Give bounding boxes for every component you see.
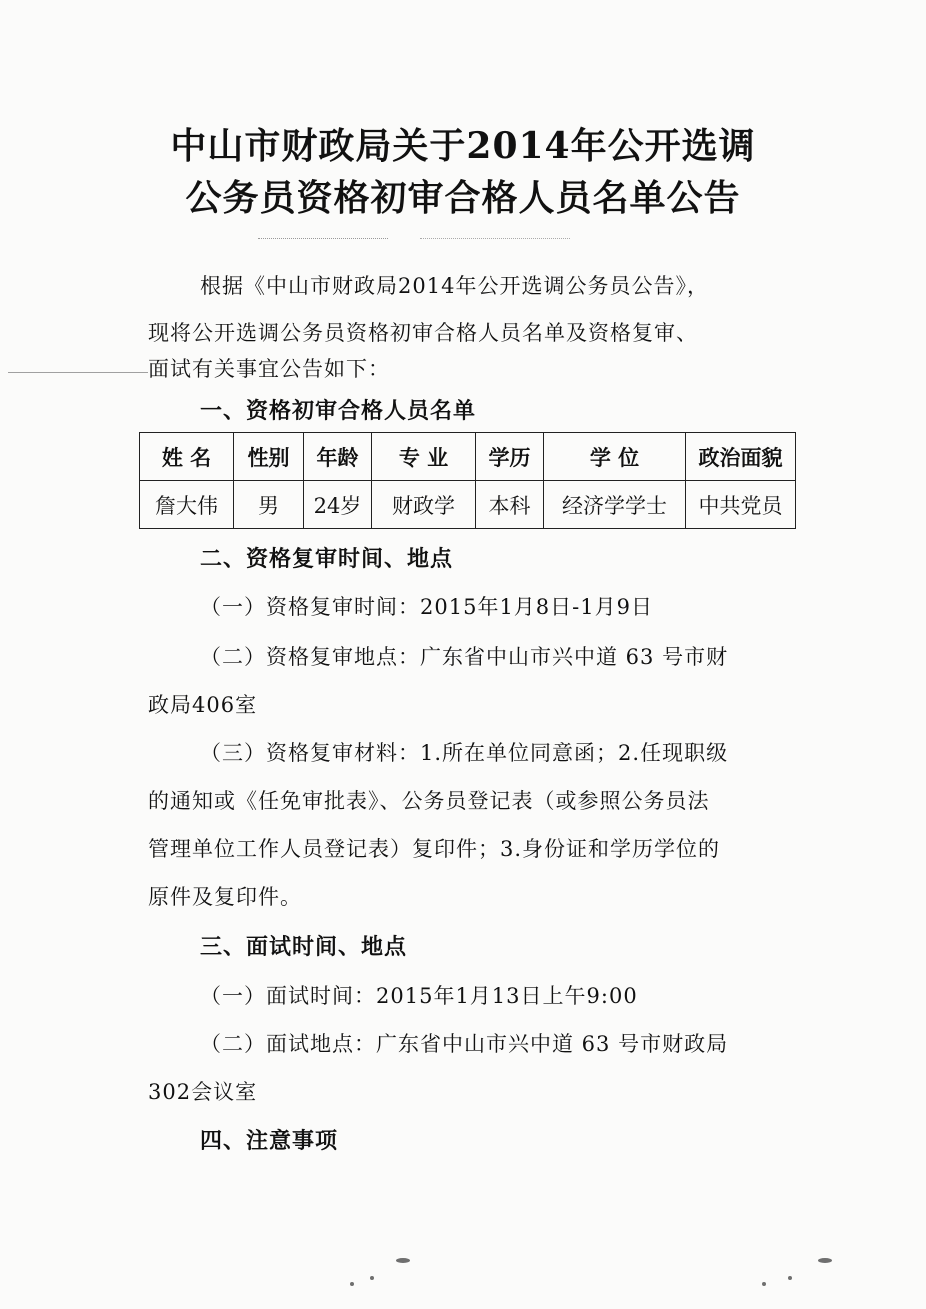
scan-speck xyxy=(818,1258,832,1263)
title-divider xyxy=(420,238,570,239)
scan-speck xyxy=(762,1282,766,1286)
section4-heading: 四、注意事项 xyxy=(200,1128,339,1154)
cell-degree: 经济学学士 xyxy=(544,481,686,529)
intro-line1: 根据《中山市财政局2014年公开选调公务员公告》， xyxy=(200,274,709,298)
document-title-line1: 中山市财政局关于2014年公开选调 xyxy=(170,125,756,167)
scan-speck xyxy=(396,1258,410,1263)
header-major: 专 业 xyxy=(372,433,476,481)
section2-item3-line1: （三）资格复审材料：1.所在单位同意函；2.任现职级 xyxy=(200,741,729,765)
header-name: 姓 名 xyxy=(140,433,234,481)
section1-heading: 一、资格初审合格人员名单 xyxy=(200,398,477,424)
section3-item2-line1: （二）面试地点：广东省中山市兴中道 63 号市财政局 xyxy=(200,1032,729,1056)
qualified-candidates-table xyxy=(139,432,796,529)
cell-major: 财政学 xyxy=(372,481,476,529)
header-gender: 性别 xyxy=(234,433,304,481)
cell-education: 本科 xyxy=(476,481,544,529)
scan-speck xyxy=(788,1276,792,1280)
section2-heading: 二、资格复审时间、地点 xyxy=(200,546,454,572)
scan-speck xyxy=(350,1282,354,1286)
cell-gender: 男 xyxy=(234,481,304,529)
table-row xyxy=(140,481,796,529)
intro-line2: 现将公开选调公务员资格初审合格人员名单及资格复审、 xyxy=(148,321,698,345)
scan-artifact-line xyxy=(8,372,148,373)
section2-item2-line2: 政局406室 xyxy=(148,693,258,717)
section2-item2-line1: （二）资格复审地点：广东省中山市兴中道 63 号市财 xyxy=(200,645,729,669)
cell-age: 24岁 xyxy=(304,481,372,529)
scan-speck xyxy=(370,1276,374,1280)
header-education: 学历 xyxy=(476,433,544,481)
section3-item1: （一）面试时间：2015年1月13日上午9:00 xyxy=(200,984,638,1008)
section3-item2-line2: 302会议室 xyxy=(148,1080,258,1104)
table-header-row xyxy=(140,433,796,481)
section2-item1: （一）资格复审时间：2015年1月8日-1月9日 xyxy=(200,595,653,619)
intro-line3: 面试有关事宜公告如下： xyxy=(148,357,390,381)
section2-item3-line2: 的通知或《任免审批表》、公务员登记表（或参照公务员法 xyxy=(148,789,710,813)
cell-political-status: 中共党员 xyxy=(686,481,796,529)
header-political-status: 政治面貌 xyxy=(686,433,796,481)
section2-item3-line3: 管理单位工作人员登记表）复印件；3.身份证和学历学位的 xyxy=(148,837,721,861)
header-age: 年龄 xyxy=(304,433,372,481)
title-divider xyxy=(258,238,388,239)
section2-item3-line4: 原件及复印件。 xyxy=(148,885,302,909)
header-degree: 学 位 xyxy=(544,433,686,481)
cell-name: 詹大伟 xyxy=(140,481,234,529)
section3-heading: 三、面试时间、地点 xyxy=(200,934,408,960)
document-title-line2: 公务员资格初审合格人员名单公告 xyxy=(185,177,741,219)
